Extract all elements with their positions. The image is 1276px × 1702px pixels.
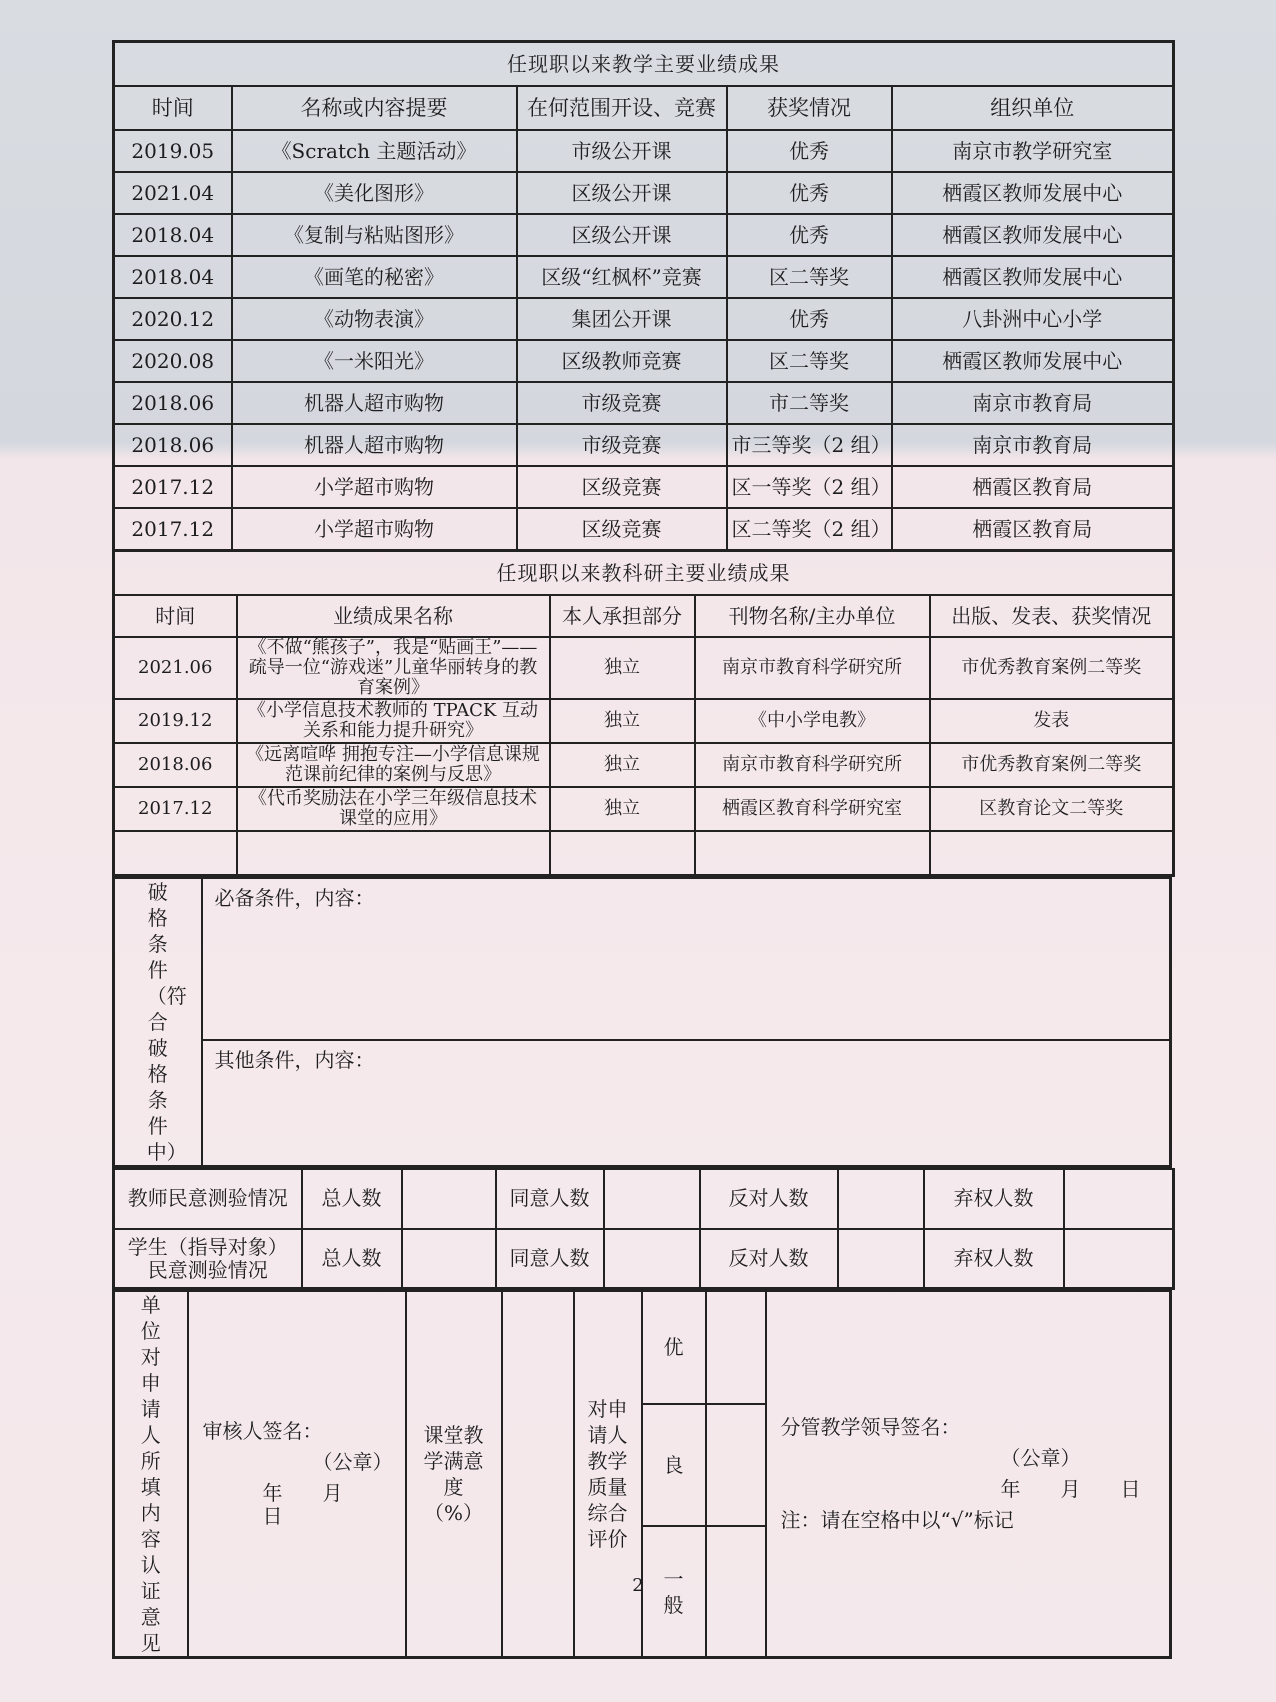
agree-value[interactable] — [604, 1229, 700, 1289]
cell-role: 独立 — [550, 637, 695, 699]
agree-label: 同意人数 — [496, 1169, 604, 1229]
cell-time: 2018.04 — [114, 256, 232, 298]
other-conditions-label: 其他条件，内容： — [214, 1047, 375, 1072]
cell-name: 《Scratch 主题活动》 — [232, 130, 517, 172]
cell-org: 栖霞区教师发展中心 — [892, 340, 1174, 382]
teaching-header: 在何范围开设、竞赛 — [517, 86, 727, 130]
cell-org: 栖霞区教师发展中心 — [892, 256, 1174, 298]
cell-title: 《不做“熊孩子”，我是“贴画王”——疏导一位“游戏迷”儿童华丽转身的教育案例》 — [237, 637, 550, 699]
oppose-value[interactable] — [838, 1169, 924, 1229]
abstain-label: 弃权人数 — [924, 1229, 1064, 1289]
cell-time: 2021.06 — [114, 637, 237, 699]
research-header: 业绩成果名称 — [237, 595, 550, 637]
cell-scope: 集团公开课 — [517, 298, 727, 340]
empty-cell[interactable] — [695, 831, 930, 875]
teaching-header: 组织单位 — [892, 86, 1174, 130]
research-header: 时间 — [114, 595, 237, 637]
cell-award: 市二等奖 — [727, 382, 892, 424]
quality-label-cell — [574, 1291, 642, 1658]
cell-award: 优秀 — [727, 172, 892, 214]
cell-org: 栖霞区教育局 — [892, 466, 1174, 508]
table-row — [114, 298, 1174, 340]
teaching-header: 时间 — [114, 86, 232, 130]
total-value[interactable] — [402, 1169, 496, 1229]
cell-time: 2020.12 — [114, 298, 232, 340]
empty-row — [114, 831, 1174, 875]
student-vote-label: 学生（指导对象）民意测验情况 — [114, 1229, 302, 1289]
cell-scope: 市级竞赛 — [517, 424, 727, 466]
table-row — [114, 256, 1174, 298]
table-row — [114, 172, 1174, 214]
cell-result: 区教育论文二等奖 — [930, 787, 1174, 831]
satisfaction-value[interactable] — [502, 1291, 574, 1658]
cell-name: 《一米阳光》 — [232, 340, 517, 382]
research-header: 出版、发表、获奖情况 — [930, 595, 1174, 637]
cell-publisher: 栖霞区教育科学研究室 — [695, 787, 930, 831]
grade-good: 良 — [642, 1404, 706, 1526]
research-table — [112, 552, 1175, 877]
empty-cell[interactable] — [237, 831, 550, 875]
form-sheet — [112, 40, 1172, 1659]
table-row — [114, 743, 1174, 787]
teacher-vote-row — [114, 1169, 1174, 1229]
quality-label: 对申请人教学质量综合评价 — [587, 1397, 628, 1552]
abstain-value[interactable] — [1064, 1169, 1174, 1229]
table-row — [114, 382, 1174, 424]
cell-name: 《美化图形》 — [232, 172, 517, 214]
cell-name: 机器人超市购物 — [232, 424, 517, 466]
grade-excellent-check[interactable] — [706, 1291, 766, 1404]
required-conditions-field[interactable] — [202, 878, 1171, 1040]
cell-publisher: 南京市教育科学研究所 — [695, 637, 930, 699]
research-header: 本人承担部分 — [550, 595, 695, 637]
table-row — [114, 130, 1174, 172]
cell-scope: 区级公开课 — [517, 172, 727, 214]
reviewer-date: 年 月 日 — [262, 1481, 383, 1529]
cell-name: 机器人超市购物 — [232, 382, 517, 424]
oppose-label: 反对人数 — [700, 1229, 838, 1289]
cell-award: 区一等奖（2 组） — [727, 466, 892, 508]
teacher-vote-label: 教师民意测验情况 — [114, 1169, 302, 1229]
table-row — [114, 637, 1174, 699]
satisfaction-label-cell — [406, 1291, 502, 1658]
cell-time: 2020.08 — [114, 340, 232, 382]
vote-table — [112, 1168, 1175, 1291]
cell-name: 《动物表演》 — [232, 298, 517, 340]
cell-time: 2017.12 — [114, 508, 232, 551]
leader-seal: （公章） — [1000, 1446, 1081, 1471]
cell-time: 2017.12 — [114, 787, 237, 831]
unit-opinion-table — [112, 1290, 1172, 1659]
cell-time: 2018.06 — [114, 743, 237, 787]
teaching-header: 名称或内容提要 — [232, 86, 517, 130]
cell-time: 2018.06 — [114, 382, 232, 424]
cell-award: 区二等奖 — [727, 256, 892, 298]
unit-label-cell — [114, 1291, 188, 1658]
cell-publisher: 《中小学电教》 — [695, 699, 930, 743]
total-label: 总人数 — [302, 1169, 402, 1229]
cell-org: 栖霞区教师发展中心 — [892, 214, 1174, 256]
cell-award: 区二等奖 — [727, 340, 892, 382]
cell-title: 《代币奖励法在小学三年级信息技术课堂的应用》 — [237, 787, 550, 831]
table-row — [114, 699, 1174, 743]
research-header: 刊物名称/主办单位 — [695, 595, 930, 637]
leader-date: 年 月 日 — [1000, 1477, 1141, 1502]
grade-excellent: 优 — [642, 1291, 706, 1404]
teaching-header: 获奖情况 — [727, 86, 892, 130]
cell-award: 优秀 — [727, 214, 892, 256]
cell-award: 优秀 — [727, 298, 892, 340]
cell-org: 栖霞区教师发展中心 — [892, 172, 1174, 214]
teaching-header-row — [114, 86, 1174, 130]
cell-time: 2017.12 — [114, 466, 232, 508]
total-value[interactable] — [402, 1229, 496, 1289]
exception-table — [112, 877, 1172, 1168]
table-row — [114, 424, 1174, 466]
student-vote-row — [114, 1229, 1174, 1289]
table-row — [114, 508, 1174, 551]
cell-name: 小学超市购物 — [232, 466, 517, 508]
cell-publisher: 南京市教育科学研究所 — [695, 743, 930, 787]
cell-scope: 区级公开课 — [517, 214, 727, 256]
required-conditions-label: 必备条件，内容： — [214, 885, 375, 910]
cell-scope: 区级竞赛 — [517, 466, 727, 508]
check-note: 注：请在空格中以“√”标记 — [780, 1508, 1014, 1533]
teaching-table — [112, 40, 1175, 552]
cell-org: 八卦洲中心小学 — [892, 298, 1174, 340]
total-label: 总人数 — [302, 1229, 402, 1289]
empty-cell[interactable] — [114, 831, 237, 875]
table-row — [114, 340, 1174, 382]
other-conditions-field[interactable] — [202, 1040, 1171, 1167]
exception-label: 破格条件（符合破格条件中） — [146, 879, 187, 1164]
cell-org: 南京市教学研究室 — [892, 130, 1174, 172]
teaching-title: 任现职以来教学主要业绩成果 — [114, 42, 1174, 87]
cell-time: 2018.06 — [114, 424, 232, 466]
cell-name: 小学超市购物 — [232, 508, 517, 551]
cell-role: 独立 — [550, 787, 695, 831]
cell-org: 南京市教育局 — [892, 424, 1174, 466]
cell-award: 市三等奖（2 组） — [727, 424, 892, 466]
reviewer-sign-area[interactable] — [188, 1291, 406, 1658]
cell-role: 独立 — [550, 699, 695, 743]
cell-time: 2018.04 — [114, 214, 232, 256]
cell-award: 优秀 — [727, 130, 892, 172]
cell-role: 独立 — [550, 743, 695, 787]
cell-result: 发表 — [930, 699, 1174, 743]
satisfaction-label: 课堂教学满意度（%） — [423, 1423, 484, 1526]
cell-scope: 市级竞赛 — [517, 382, 727, 424]
agree-value[interactable] — [604, 1169, 700, 1229]
oppose-label: 反对人数 — [700, 1169, 838, 1229]
cell-scope: 区级竞赛 — [517, 508, 727, 551]
reviewer-sign-label: 审核人签名： — [202, 1419, 323, 1444]
table-row — [114, 787, 1174, 831]
oppose-value[interactable] — [838, 1229, 924, 1289]
abstain-value[interactable] — [1064, 1229, 1174, 1289]
table-row — [114, 214, 1174, 256]
cell-result: 市优秀教育案例二等奖 — [930, 637, 1174, 699]
cell-scope: 区级教师竞赛 — [517, 340, 727, 382]
cell-result: 市优秀教育案例二等奖 — [930, 743, 1174, 787]
research-title: 任现职以来教科研主要业绩成果 — [114, 552, 1174, 595]
exception-label-cell — [114, 878, 202, 1167]
grade-good-check[interactable] — [706, 1404, 766, 1526]
cell-title: 《远离喧哗 拥抱专注—小学信息课规范课前纪律的案例与反思》 — [237, 743, 550, 787]
unit-label: 单位对申请人所填内容认证意见 — [140, 1293, 161, 1656]
abstain-label: 弃权人数 — [924, 1169, 1064, 1229]
table-row — [114, 466, 1174, 508]
cell-time: 2021.04 — [114, 172, 232, 214]
empty-cell[interactable] — [550, 831, 695, 875]
cell-name: 《画笔的秘密》 — [232, 256, 517, 298]
research-header-row — [114, 595, 1174, 637]
leader-sign-area[interactable] — [766, 1291, 1171, 1658]
leader-sign-label: 分管教学领导签名： — [780, 1415, 961, 1440]
agree-label: 同意人数 — [496, 1229, 604, 1289]
cell-time: 2019.05 — [114, 130, 232, 172]
empty-cell[interactable] — [930, 831, 1174, 875]
page-number: 2 — [632, 1575, 644, 1596]
cell-scope: 市级公开课 — [517, 130, 727, 172]
cell-org: 栖霞区教育局 — [892, 508, 1174, 551]
cell-name: 《复制与粘贴图形》 — [232, 214, 517, 256]
cell-org: 南京市教育局 — [892, 382, 1174, 424]
grade-average-label: 一般 — [663, 1566, 684, 1617]
reviewer-seal: （公章） — [312, 1450, 393, 1475]
cell-title: 《小学信息技术教师的 TPACK 互动关系和能力提升研究》 — [237, 699, 550, 743]
cell-scope: 区级“红枫杯”竞赛 — [517, 256, 727, 298]
cell-time: 2019.12 — [114, 699, 237, 743]
cell-award: 区二等奖（2 组） — [727, 508, 892, 551]
